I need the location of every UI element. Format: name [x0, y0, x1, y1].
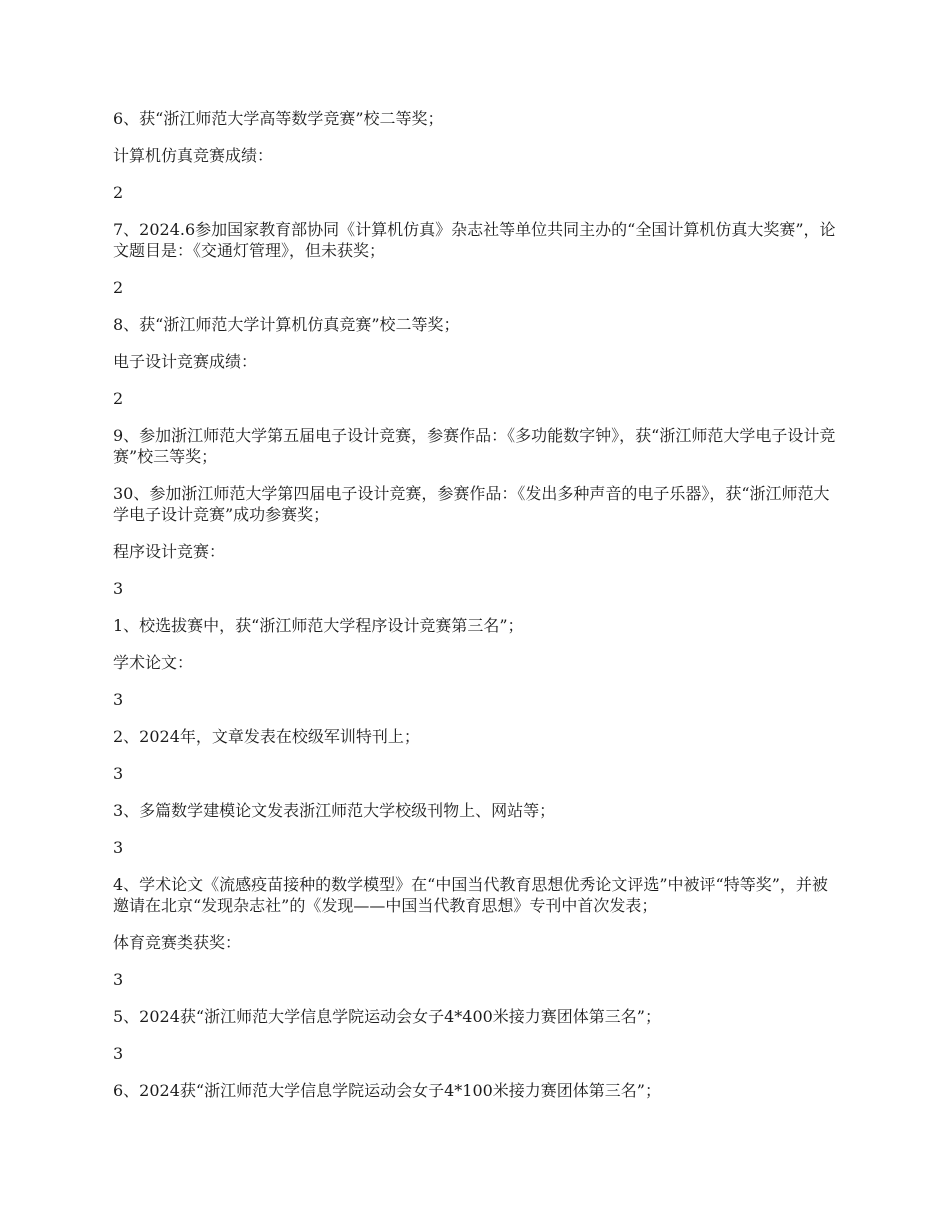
section-heading: 电子设计竞赛成绩： — [113, 352, 258, 371]
paragraph: 2 — [113, 183, 124, 202]
paragraph: 9、参加浙江师范大学第五届电子设计竞赛，参赛作品：《多功能数字钟》，获“浙江师范大学电子设计竞赛”校三等奖； — [113, 426, 836, 466]
paragraph: 2 — [113, 389, 124, 408]
paragraph: 3 — [113, 1044, 124, 1063]
document-body — [113, 108, 841, 1117]
paragraph: 3 — [113, 838, 124, 857]
paragraph: 30、参加浙江师范大学第四届电子设计竞赛，参赛作品：《发出多种声音的电子乐器》，获“浙江师范大学电子设计竞赛”成功参赛奖； — [113, 484, 830, 524]
paragraph: 3、多篇数学建模论文发表浙江师范大学校级刊物上、网站等； — [113, 801, 556, 820]
paragraph: 2、2024年，文章发表在校级军训特刊上； — [113, 727, 420, 746]
paragraph: 6、2024获“浙江师范大学信息学院运动会女子4*100米接力赛团体第三名”； — [113, 1081, 661, 1100]
paragraph: 8、获“浙江师范大学计算机仿真竞赛”校二等奖； — [113, 315, 460, 334]
paragraph: 3 — [113, 764, 124, 783]
section-heading: 体育竞赛类获奖： — [113, 933, 242, 952]
paragraph: 1、校选拔赛中，获“浙江师范大学程序设计竞赛第三名”； — [113, 616, 524, 635]
paragraph: 2 — [113, 278, 124, 297]
paragraph: 6、获“浙江师范大学高等数学竞赛”校二等奖； — [113, 109, 444, 128]
paragraph: 3 — [113, 970, 124, 989]
paragraph: 3 — [113, 579, 124, 598]
paragraph: 7、2024.6参加国家教育部协同《计算机仿真》杂志社等单位共同主办的“全国计算机仿真大奖赛”，论文题目是：《交通灯管理》，但未获奖； — [113, 220, 836, 260]
section-heading: 计算机仿真竞赛成绩： — [113, 146, 274, 165]
section-heading: 程序设计竞赛： — [113, 542, 226, 561]
section-heading: 学术论文： — [113, 653, 194, 672]
paragraph: 3 — [113, 690, 124, 709]
paragraph: 5、2024获“浙江师范大学信息学院运动会女子4*400米接力赛团体第三名”； — [113, 1007, 661, 1026]
paragraph: 4、学术论文《流感疫苗接种的数学模型》在“中国当代教育思想优秀论文评选”中被评“特等奖”，并被邀请在北京“发现杂志社”的《发现——中国当代教育思想》专刊中首次发表； — [113, 875, 828, 915]
